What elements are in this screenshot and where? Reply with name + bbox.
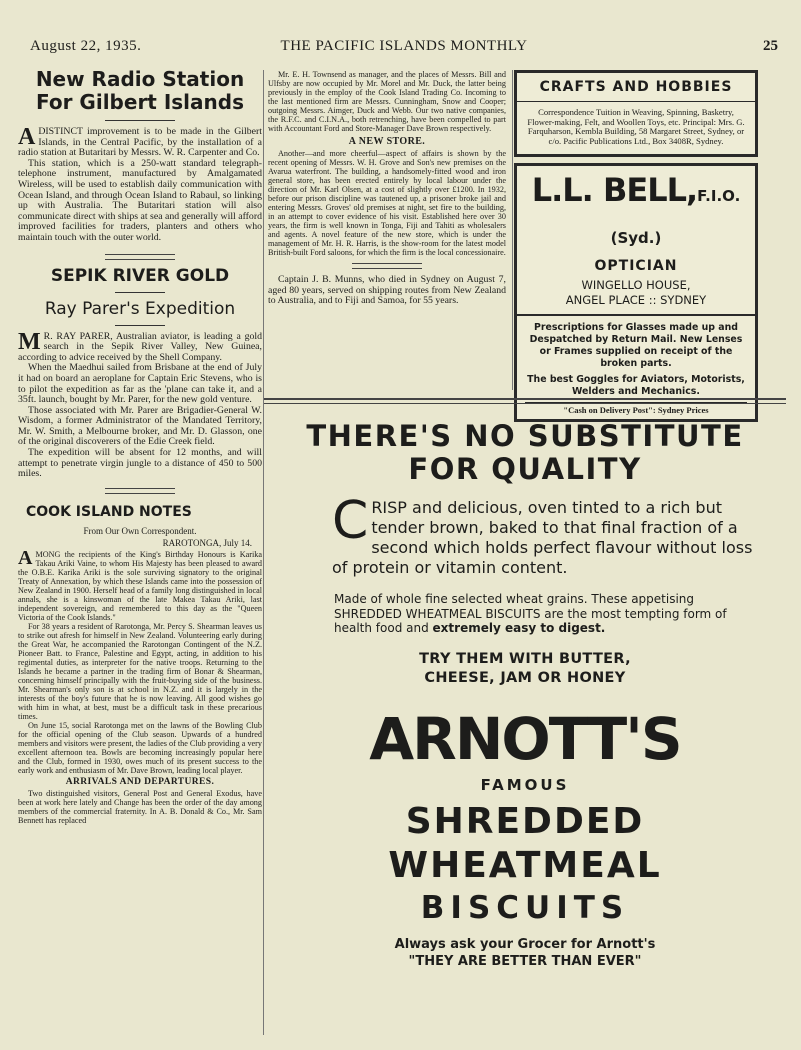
divider (105, 488, 175, 494)
sepik-paragraph: The expedition will be absent for 12 months, and will attempt to penetrate virgin jungle to a distance of 450 to 500 miles. (18, 447, 262, 480)
divider (352, 263, 422, 269)
divider (115, 325, 165, 326)
store-paragraph: Another—and more cheerful—aspect of affairs is shown by the recent opening of Messrs. W. H. Grove and Son's new premises on the Avarua waterfront. The building, a handsomely-fitted wood and iron general store, has been erected entirely by local labour under the direction of Mr. Karl Olsen, at a cost of slightly over £1200. In 1932, before our prison discipline was tautened up, a prisoner broke jail and entering Messrs. Groves' old premises at night, set fire to the building, in an attempt to cover evidence of his visit. Established here over 30 years, the firm is well known in Tonga, Fiji and Tahiti as wholesalers and agents. A novel feature of the new store, which is under the management of Mr. H. R. Harris, is the show-room for the latest model British-built Ford saloons, for which the firm is the local concessionaire. (268, 149, 506, 257)
sepik-paragraph: Those associated with Mr. Parer are Brigadier-General W. Wisdom, a former Administrator of the Mandated Territory, Mr. W. Smith, a Melbourne broker, and Mr. D. Glasson, one of the original discoverers of the Edie Creek field. (18, 404, 262, 448)
divider (264, 398, 786, 404)
optician-advertisement (514, 163, 758, 422)
brand-tagline: FAMOUS (480, 775, 570, 794)
sepik-paragraph: When the Maedhui sailed from Brisbane at the end of July it had on board an aeroplane for Captain Eric Stevens, who is to pilot the expedition as far as the 'plane can take it, and a 35ft. launch, bought by Mr. Parer, for the new gold venture. (18, 362, 262, 406)
cook-article (18, 504, 262, 825)
ad-paragraph: Made of whole fine selected wheat grains. These appetising SHREDDED WHEATMEAL BISCUITS are the most tempting form of health food and extremely easy to digest. (334, 592, 727, 635)
cook-paragraph: AMONG the recipients of the King's Birthday Honours is Karika Takau Ariki Vaine, to whom His Majesty has been pleased to award the O.B.E. Karika Ariki is the sole surviving signatory to the original Treaty of Annexation, by which these Islands came into the possession of New Zealand in 1900. Herself head of a family long distinguished in local annals, she is a kinswoman of the late Makea Takau Ariki, last independent sovereign, and remembered to this day as the "Queen Victoria of the Cook Islands." (18, 546, 262, 622)
column-divider (512, 70, 513, 390)
sepik-headline: SEPIK RIVER GOLD (50, 265, 230, 286)
issue-date: August 22, 1935. (30, 38, 142, 54)
ad-headline: THERE'S NO SUBSTITUTE FOR QUALITY (306, 419, 744, 486)
brand-name: ARNOTT'S (369, 704, 681, 773)
page-header (30, 30, 778, 60)
cook-paragraph: Two distinguished visitors, General Post and General Exodus, have been at work here lately and Change has been the order of the day among members of the commercial fraternity. In A. B. Donald & Co., Mr. Sam Bennett has replaced (18, 788, 262, 825)
optician-name: L.L. BELL,F.I.O. (Syd.) (531, 171, 741, 248)
publication-title: THE PACIFIC ISLANDS MONTHLY (280, 38, 528, 54)
middle-column (264, 62, 510, 307)
cook-headline: COOK ISLAND NOTES (26, 503, 192, 520)
divider (115, 292, 165, 293)
radio-headline: New Radio Station For Gilbert Islands (35, 67, 245, 114)
crafts-advertisement (514, 70, 758, 157)
radio-article (18, 68, 262, 244)
left-column (18, 62, 262, 825)
drop-cap: C (332, 491, 369, 551)
cook-dateline: RAROTONGA, July 14. (162, 537, 252, 548)
crafts-text: Correspondence Tuition in Weaving, Spinning, Basketry, Flower-making, Felt, and Woollen Toys, etc. Principal: Mrs. G. Farquharson, Kembla Building, 58 Margaret Street, Sydney, or c/o. Pacific Publications Ltd., Box 3408R, Sydney. (527, 107, 745, 146)
drop-cap: M (18, 328, 41, 355)
sepik-article (18, 266, 262, 480)
munns-paragraph: Captain J. B. Munns, who died in Sydney on August 7, aged 80 years, served on shipping routes from New Zealand to Australia, and to Fiji and Samoa, for 55 years. (268, 274, 506, 307)
radio-paragraph: This station, which is a 250-watt standard telegraph-telephone instrument, manufactured by Amalgamated Wireless, will be used to establish daily communication with Ocean Island, and through Ocean Island to Rabaul, so linking up with Australia. The Butaritari station will also communicate direct with ships at sea and generally will afford improved facilities for traders, planters and others who maintain touch with the outer world. (18, 157, 262, 243)
sepik-paragraph: M R. RAY PARER, Australian aviator, is leading a gold search in the Sepik River Valley, New Guinea, according to advice received by the Shell Company. (18, 328, 262, 363)
store-subheading: A NEW STORE. (348, 136, 426, 147)
ad-lead-paragraph: CRISP and delicious, oven tinted to a rich but tender brown, baked to that final fraction of a second which holds perfect flavour without loss of protein or vitamin content. (332, 491, 753, 577)
ad-serving-suggestion: TRY THEM WITH BUTTER, CHEESE, JAM OR HONEY (419, 650, 631, 686)
optician-address-1: WINGELLO HOUSE, (581, 278, 691, 293)
arnotts-advertisement (272, 410, 778, 1035)
divider (105, 254, 175, 260)
crafts-title: CRAFTS AND HOBBIES (517, 77, 755, 102)
right-column (514, 70, 758, 422)
cook-byline: From Our Own Correspondent. (83, 525, 197, 536)
drop-cap: A (18, 124, 36, 150)
sepik-subheadline: Ray Parer's Expedition (44, 298, 236, 319)
drop-cap: A (18, 546, 33, 569)
cook-paragraph: For 38 years a resident of Rarotonga, Mr. Percy S. Shearman leaves us to strike out afresh for himself in New Zealand. Volunteering early during the Great War, he accompanied the Rarotongan Contingent of the N.Z. Pioneer Batt. to France, Palestine and Egypt, acting, in addition to his regimental duties, as interpreter for the native troops. Returning to the Islands he became a partner in the trading firm of Bonar & Shearman, concerning himself principally with the fruit-buying side of the business. Mr. Shearman's only son is at school in N.Z. and it is largely in the interests of the boy's future that he is now leaving. All good wishes go with him in what, at best, must be a difficult task in these precarious times. (18, 621, 262, 721)
optician-text: The best Goggles for Aviators, Motorists, Welders and Mechanics. (527, 374, 745, 398)
page-number: 25 (763, 38, 778, 54)
ad-footer: Always ask your Grocer for Arnott's "THEY ARE BETTER THAN EVER" (394, 936, 656, 969)
optician-footer: "Cash on Delivery Post": Sydney Prices (525, 402, 747, 415)
radio-paragraph: ADISTINCT improvement is to be made in the Gilbert Islands, in the Central Pacific, by the installation of a radio station at Butaritari by Messrs. W. R. Carpenter and Co. (18, 124, 262, 159)
optician-text: Prescriptions for Glasses made up and Despatched by Return Mail. New Lenses or Frames supplied on receipt of the broken parts. (529, 322, 743, 370)
optician-profession: OPTICIAN (594, 258, 678, 275)
cook-continued-paragraph: Mr. E. H. Townsend as manager, and the places of Messrs. Bill and Ulfsby are now occupied by Mr. Morel and Mr. Duck, the latter being previously in the employ of the Cook Island Trading Co. Incoming to the last mentioned firm are Messrs. Cunningham, Snow and Cooper; outgoing Messrs. Aimger, Duck and Webb. Our two native companies, the R.F.C. and C.I.N.A., both retrenching, have been compelled to part with Accountant Ford and Store-Manager Dave Brown respectively. (268, 70, 506, 133)
product-name: SHREDDED WHEATMEAL (388, 800, 662, 886)
divider (517, 314, 755, 316)
divider (105, 120, 175, 121)
optician-address-2: ANGEL PLACE :: SYDNEY (565, 293, 707, 308)
product-type: BISCUITS (420, 889, 630, 926)
cook-subheading: ARRIVALS AND DEPARTURES. (65, 776, 215, 787)
cook-paragraph: On June 15, social Rarotonga met on the lawns of the Bowling Club for the official opening of the Club season. Upwards of a hundred members and visitors were present, the ladies of the Club providing a very excellent afternoon tea. Bowls are becoming increasingly popular here and the Club, formed in 1930, owes much of its present success to the early work and enthusiasm of Mr. Dave Brown, leading local player. (18, 720, 262, 775)
